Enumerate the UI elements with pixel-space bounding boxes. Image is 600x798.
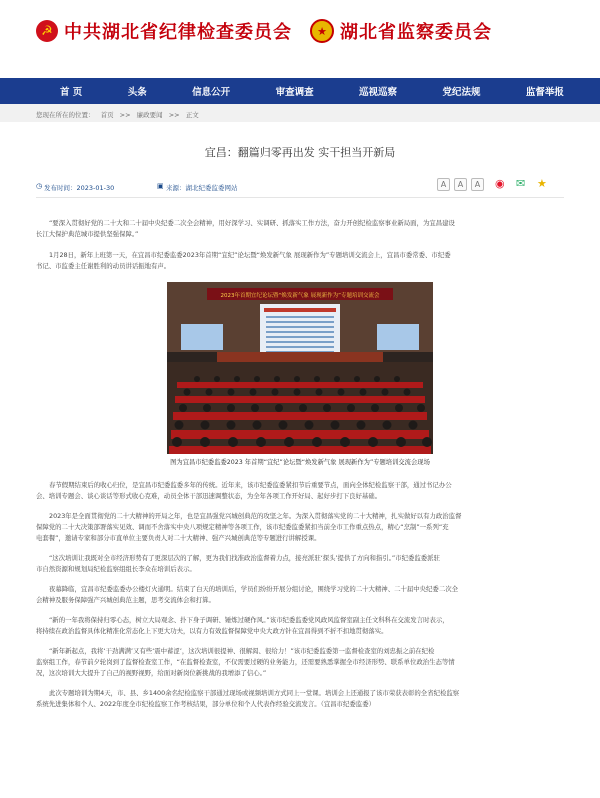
paragraph: 书记、市监委主任谢胜利的动员讲话振地有声。 — [36, 262, 171, 270]
main-nav — [0, 78, 600, 104]
article-body — [0, 218, 600, 710]
breadcrumb — [0, 104, 600, 122]
paragraph: 会精神及服务保障强产兴城创典范主题，思考交流体会和打算。 — [36, 596, 215, 604]
wechat-share-icon[interactable]: ✉ — [516, 177, 526, 190]
paragraph: “新的一年我将保持归零心态，树立大局观念、扑下身子调研、锤炼过硬作风。”该市纪委监委党风政风监督室副主任文科科在交流发言时表示， — [49, 616, 449, 624]
breadcrumb-sep: >> — [168, 111, 180, 119]
source-icon: ▣ — [157, 182, 164, 190]
paragraph: 春节假期结束后的收心归位，是宜昌市纪委监委多年的传统。近年来，该市纪委监委紧扣节后重要节点，面向全体纪检监察干部，通过书记办公 — [49, 481, 452, 489]
stage-banner: 2023年首期宜纪论坛暨“焕发新气象 展现新作为”专题培训交流会 — [220, 293, 380, 299]
nav-headlines[interactable]: 头条 — [127, 87, 147, 98]
font-size-medium-button[interactable]: A — [454, 178, 467, 191]
paragraph: 会、培训专题会、谈心谈话等形式收心克难，动员全体干部迅速调整状态，为全年各项工作开好局、起好步打下良好基础。 — [36, 492, 382, 500]
article-meta — [36, 172, 564, 198]
photo-caption: 图为宜昌市纪委监委2023 年首期“宜纪”论坛暨“焕发新气象 展现新作为”专题培训交流会现场 — [170, 459, 430, 466]
nav-investigation[interactable]: 审查调查 — [275, 87, 314, 98]
paragraph: 市自然资源和规划局纪检监察组组长李众在培训后表示。 — [36, 565, 196, 573]
paragraph: 长江大保护典范城市提供坚强保障。” — [36, 230, 139, 238]
paragraph: 系统先进集体和个人、2022年度全市纪检监察工作考核结果，部分单位和个人代表作经验交流发言。（宜昌市纪委监委） — [36, 700, 375, 708]
breadcrumb-prefix: 您现在所在的位置： — [36, 111, 95, 119]
nav-info-public[interactable]: 信息公开 — [192, 87, 231, 98]
paragraph: “新年新起点，我将‘干劲满满’又有些‘震中蓄涩’，这次培训很提神、很解渴、很给力！”该市纪委监委第一监督检查室的刘忠振之前在纪检 — [49, 647, 435, 655]
paragraph: 此次专题培训为期4天，市、县、乡1400余名纪检监察干部通过现场或视频培训方式同上一堂课。培训会上还通报了该市荣获表彰的全省纪检监察 — [49, 689, 460, 697]
article-photo — [167, 282, 433, 454]
paragraph: 1月28日，新年上班第一天，在宜昌市纪委监委2023年首期“宜纪”论坛暨“焕发新气象 展现新作为”专题培训交流会上，宜昌市委常委、市纪委 — [49, 251, 451, 259]
nav-inspection[interactable]: 巡视巡察 — [359, 87, 398, 98]
site-logo-row[interactable] — [36, 18, 492, 44]
breadcrumb-news[interactable]: 廉政要闻 — [136, 111, 163, 119]
nav-report[interactable]: 监督举报 — [525, 87, 564, 98]
clock-icon: ◷ — [36, 182, 43, 190]
national-emblem-icon: ★ — [310, 19, 334, 43]
paragraph: 夜幕降临，宜昌市纪委监委办公楼灯火通明。结束了白天的培训后，学员们纷纷开展分组讨论，围绕学习党的二十大精神、二十届中央纪委二次全 — [49, 585, 458, 593]
article-title: 宜昌：翻篇归零再出发 实干担当开新局 — [204, 146, 396, 159]
font-size-large-button[interactable]: A — [437, 178, 450, 191]
breadcrumb-home[interactable]: 首页 — [100, 111, 114, 119]
breadcrumb-sep: >> — [119, 111, 131, 119]
conference-photo-illustration — [167, 282, 433, 454]
paragraph: 2023年是全面贯彻党的二十大精神的开局之年，也是宜昌强党兴城创典范的攻坚之年。为深入贯彻落实党的二十大精神，扎实做好以有力政治监督 — [49, 512, 462, 520]
party-emblem-icon: ☭ — [36, 20, 58, 42]
paragraph: 电套餐”，邀请专家和部分市直单位主要负责人对二十大精神、强产兴城创典范等专题进行讲解授课。 — [36, 534, 321, 542]
breadcrumb-current: 正文 — [185, 111, 199, 119]
paragraph: “要深入贯彻好党的二十大和二十届中央纪委二次全会精神，用好深学习、实调研、抓落实工作方法，奋力开创纪检监察事业新局面，为宜昌建设 — [49, 219, 455, 227]
paragraph: 保障党的二十大决策部署落实见效、调而不舍落实中央八项规定精神等各项工作，该市纪委监委紧扣当前全市工作重点热点，精心“烹制”一系列“充 — [36, 523, 449, 531]
article-source: 来源：湖北纪委监委网站 — [166, 184, 238, 192]
favorite-star-icon[interactable]: ★ — [537, 177, 547, 190]
weibo-share-icon[interactable]: ◉ — [495, 177, 505, 190]
site-header — [0, 0, 600, 78]
paragraph: 将持续在政治监督具体化精准化常态化上下更大功夫，以有力有效监督保障党中央大政方针在宜昌得到不折不扣地贯彻落实。 — [36, 627, 388, 635]
nav-home[interactable]: 首 页 — [60, 87, 83, 98]
nav-regulations[interactable]: 党纪法规 — [442, 87, 481, 98]
paragraph: 况，这次培训大大提升了自己的视野视野，给面对新岗位新挑战的我增添了信心。” — [36, 669, 267, 677]
font-size-small-button[interactable]: A — [471, 178, 484, 191]
site-title-right: 湖北省监察委员会 — [340, 22, 492, 43]
site-title-left: 中共湖北省纪律检查委员会 — [64, 22, 292, 43]
paragraph: 监察组工作，春节前夕轮岗到了监督检查室工作，“在监督检查室，不仅需要过硬的业务能力，还需要熟悉掌握全市经济形势、联系单位政治生态等情 — [36, 658, 455, 666]
publish-time: 发布时间：2023-01-30 — [44, 184, 115, 192]
paragraph: “这次培训让我既对全市经济形势有了更深层次的了解，更为我们找准政治监督着力点，接亮派驻‘探头’提供了方向和指引。”市纪委监委派驻 — [49, 554, 440, 562]
